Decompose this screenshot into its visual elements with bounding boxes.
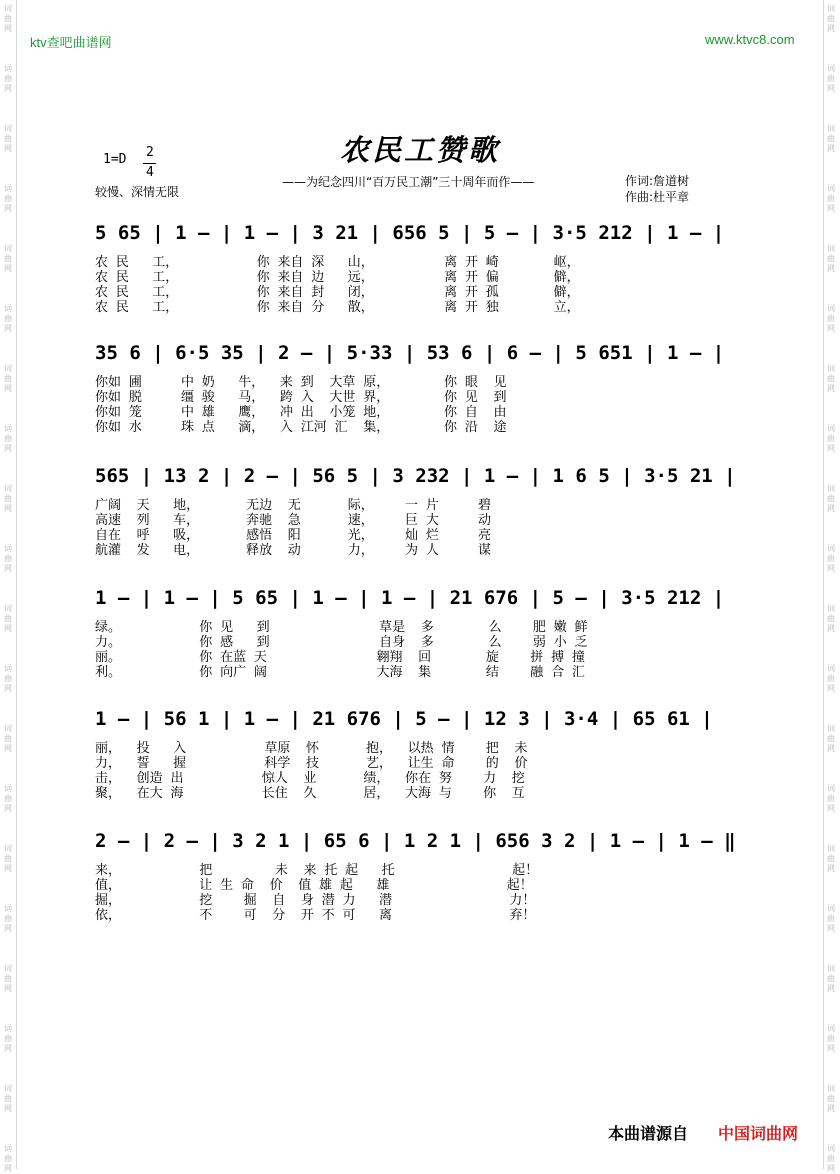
watermark-text: 词 曲 网 — [827, 124, 835, 153]
watermark-text: 词 曲 网 — [4, 1144, 12, 1173]
lyricist: 作词:詹道树 — [625, 174, 690, 188]
lyric-verse-1: 丽， 投 入 草原 怀 抱， 以热 情 把 未 — [95, 741, 528, 756]
lyric-verse-4: 航灌 发 电， 释放 动 力， 为 人 谋 — [95, 543, 491, 558]
tempo-marking: 较慢、深情无限 — [95, 185, 180, 199]
watermark-text: 词 曲 网 — [4, 844, 12, 873]
lyric-verse-2: 高速 列 车， 奔驰 急 速， 巨 大 动 — [95, 513, 491, 528]
lyric-verse-4: 利。 你 向广 阔 大海 集 结 融 合 汇 — [95, 665, 585, 680]
lyric-verse-1: 农 民 工， 你 来自 深 山， 离 开 崎 岖， — [95, 255, 580, 270]
watermark-text: 词 曲 网 — [4, 604, 12, 633]
lyric-verse-4: 农 民 工， 你 来自 分 散， 离 开 独 立， — [95, 300, 580, 315]
watermark-text: 词 曲 网 — [4, 364, 12, 393]
watermark-text: 词 曲 网 — [827, 724, 835, 753]
lyric-verse-1: 绿。 你 见 到 草是 多 么 肥 嫩 鲜 — [95, 620, 588, 635]
watermark-text: 词 曲 网 — [827, 64, 835, 93]
watermark-text: 词 曲 网 — [4, 424, 12, 453]
song-subtitle: ——为纪念四川“百万民工潮”三十周年而作—— — [282, 175, 535, 189]
watermark-text: 词 曲 网 — [4, 304, 12, 333]
header-left-site[interactable]: ktv查吧曲谱网 — [30, 35, 112, 50]
lyric-verse-4: 聚， 在大 海 长住 久 居， 大海 与 你 互 — [95, 786, 525, 801]
lyric-verse-4: 你如 水 珠 点 滴， 入 江河 汇 集， 你 沿 途 — [95, 420, 507, 435]
key-signature: 1=D — [103, 152, 127, 167]
time-signature-line — [143, 163, 156, 164]
watermark-text: 词 曲 网 — [4, 4, 12, 33]
system-notes: 5 65 | 1 – | 1 – | 3 21 | 656 5 | 5 – | 3·5 212 | 1 – | — [95, 222, 725, 244]
watermark-text: 词 曲 网 — [827, 244, 835, 273]
watermark-text: 词 曲 网 — [827, 664, 835, 693]
watermark-text: 词 曲 网 — [827, 604, 835, 633]
footer-source-site[interactable]: 中国词曲网 — [718, 1124, 799, 1143]
watermark-text: 词 曲 网 — [827, 364, 835, 393]
watermark-text: 词 曲 网 — [827, 484, 835, 513]
watermark-text: 词 曲 网 — [4, 664, 12, 693]
watermark-text: 词 曲 网 — [4, 784, 12, 813]
lyric-verse-1: 广阔 天 地， 无边 无 际， 一 片 碧 — [95, 498, 491, 513]
lyric-verse-2: 力， 誓 握 科学 技 艺， 让生 命 的 价 — [95, 756, 528, 771]
watermark-text: 词 曲 网 — [4, 904, 12, 933]
lyric-verse-3: 击， 创造 出 惊人 业 绩， 你在 努 力 挖 — [95, 771, 525, 786]
lyric-verse-2: 农 民 工， 你 来自 边 远， 离 开 偏 僻， — [95, 270, 580, 285]
watermark-text: 词 曲 网 — [4, 1084, 12, 1113]
watermark-text: 词 曲 网 — [827, 304, 835, 333]
watermark-text: 词 曲 网 — [4, 124, 12, 153]
time-signature-denominator: 4 — [146, 165, 154, 180]
lyric-verse-2: 值， 让 生 命 价 值 雄 起 雄 起！ — [95, 878, 533, 893]
system-notes: 1 – | 56 1 | 1 – | 21 676 | 5 – | 12 3 | 3·4 | 65 61 | — [95, 708, 713, 730]
song-title: 农民工赞歌 — [339, 133, 500, 167]
watermark-text: 词 曲 网 — [4, 184, 12, 213]
watermark-text: 词 曲 网 — [827, 1024, 835, 1053]
system-notes: 565 | 13 2 | 2 – | 56 5 | 3 232 | 1 – | 1 6 5 | 3·5 21 | — [95, 465, 736, 487]
lyric-verse-4: 依， 不 可 分 开 不 可 离 弃！ — [95, 908, 536, 923]
lyric-verse-2: 你如 脱 缰 骏 马， 跨 入 大世 界， 你 见 到 — [95, 390, 507, 405]
watermark-text: 词 曲 网 — [4, 64, 12, 93]
lyric-verse-3: 掘， 挖 掘 自 身 潜 力 潜 力！ — [95, 893, 536, 908]
lyric-verse-3: 你如 笼 中 雄 鹰， 冲 出 小笼 地， 你 自 由 — [95, 405, 507, 420]
lyric-verse-1: 你如 圃 中 奶 牛， 来 到 大草 原， 你 眼 见 — [95, 375, 507, 390]
watermark-text: 词 曲 网 — [827, 424, 835, 453]
watermark-text: 词 曲 网 — [4, 484, 12, 513]
watermark-text: 词 曲 网 — [4, 244, 12, 273]
watermark-text: 词 曲 网 — [4, 1024, 12, 1053]
system-notes: 35 6 | 6·5 35 | 2 – | 5·33 | 53 6 | 6 – | 5 651 | 1 – | — [95, 342, 725, 364]
watermark-text: 词 曲 网 — [4, 544, 12, 573]
watermark-text: 词 曲 网 — [827, 1144, 835, 1173]
lyric-verse-1: 来， 把 未 来 托 起 托 起！ — [95, 863, 539, 878]
lyric-verse-3: 农 民 工， 你 来自 封 闭， 离 开 孤 僻， — [95, 285, 580, 300]
watermark-text: 词 曲 网 — [827, 784, 835, 813]
time-signature-numerator: 2 — [146, 145, 154, 160]
lyric-verse-3: 自在 呼 吸， 感悟 阳 光， 灿 烂 亮 — [95, 528, 491, 543]
watermark-text: 词 曲 网 — [827, 544, 835, 573]
composer: 作曲:杜平章 — [625, 190, 690, 204]
watermark-text: 词 曲 网 — [4, 724, 12, 753]
lyric-verse-3: 丽。 你 在蓝 天 翱翔 回 旋 拼 搏 撞 — [95, 650, 585, 665]
watermark-text: 词 曲 网 — [827, 844, 835, 873]
watermark-text: 词 曲 网 — [827, 4, 835, 33]
watermark-text: 词 曲 网 — [827, 964, 835, 993]
watermark-text: 词 曲 网 — [4, 964, 12, 993]
watermark-text: 词 曲 网 — [827, 904, 835, 933]
watermark-text: 词 曲 网 — [827, 1084, 835, 1113]
watermark-text: 词 曲 网 — [827, 184, 835, 213]
header-right-site[interactable]: www.ktvc8.com — [705, 32, 795, 47]
lyric-verse-2: 力。 你 感 到 自身 多 么 弱 小 乏 — [95, 635, 588, 650]
footer-source-label: 本曲谱源自 — [608, 1124, 689, 1143]
system-notes: 1 – | 1 – | 5 65 | 1 – | 1 – | 21 676 | 5 – | 3·5 212 | — [95, 587, 725, 609]
system-notes: 2 – | 2 – | 3 2 1 | 65 6 | 1 2 1 | 656 3 2 | 1 – | 1 – ‖ — [95, 830, 736, 852]
